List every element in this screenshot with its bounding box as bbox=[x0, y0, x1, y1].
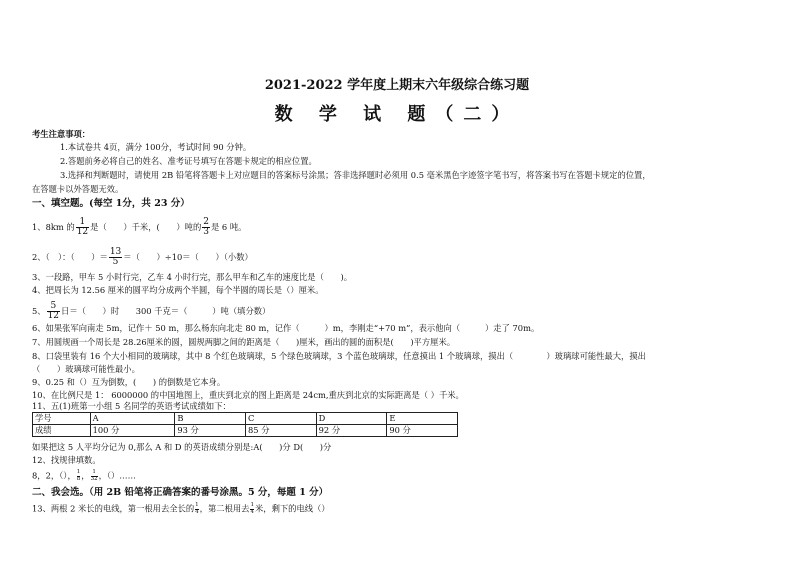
question-6: 6、如果张军向南走 5m，记作＋ 50 m，那么杨东向北走 80 m，记作（ ）m，李刚走“+70 m”，表示他向（ ）走了 70m。 bbox=[32, 323, 540, 333]
question-8: 8、口袋里装有 16 个大小相同的玻璃球，其中 8 个红色玻璃球，5 个绿色玻璃球，3 个蓝色玻璃球，任意摸出 1 个玻璃球，摸出（ ）玻璃球可能性最大，摸出 bbox=[32, 351, 646, 361]
q5-fraction: $\frac{5}{12}$ bbox=[47, 301, 60, 321]
question-7: 7、用圆规画一个周长是 28.26厘米的圆，圆规两脚之间的距离是（ )厘米，画出的圆的面积是( )平方厘米。 bbox=[32, 337, 456, 347]
table-cell: 90 分 bbox=[387, 425, 458, 437]
q13-text-c: 米，剩下的电线（） bbox=[254, 503, 330, 514]
exam-subtitle: 数 学 试 题（二） bbox=[274, 104, 520, 125]
table-row bbox=[33, 425, 458, 437]
note-3: 3.选择和判断题时，请使用 2B 铅笔将答题卡上对应题目的答案标号涂黑；答非选择题时必须用 0.5 毫米黑色字迹签字笔书写，将答案书写在答题卡规定的位置， bbox=[60, 170, 651, 180]
q12-sep: ， bbox=[81, 470, 90, 481]
question-8-cont: （ ）玻璃球可能性最小。 bbox=[32, 364, 140, 374]
question-3: 3、一段路，甲车 5 小时行完，乙车 4 小时行完，那么甲车和乙车的速度比是（ )。 bbox=[32, 272, 353, 282]
table-cell: E bbox=[387, 413, 458, 425]
question-2 bbox=[32, 248, 253, 267]
table-cell: A bbox=[90, 413, 175, 425]
section-1-heading: 一、填空题。(每空 1分，共 23 分） bbox=[32, 198, 190, 209]
q12-text-a: 8，2，（）， bbox=[32, 470, 76, 481]
table-row bbox=[33, 413, 458, 425]
q1-text-c: 是 6 吨。 bbox=[210, 222, 247, 232]
question-13 bbox=[32, 503, 330, 515]
q1-fraction-a: $\frac{1}{12}$ bbox=[76, 217, 89, 237]
table-cell: B bbox=[175, 413, 246, 425]
table-cell: 100 分 bbox=[90, 425, 175, 437]
note-1: 1.本试卷共 4页，满分 100分，考试时间 90 分钟。 bbox=[60, 142, 252, 152]
table-cell: 85 分 bbox=[246, 425, 317, 437]
note-2: 2.答题前务必将自己的姓名、准考证号填写在答题卡规定的相应位置。 bbox=[60, 156, 317, 166]
q13-fraction-1: $\frac{1}{4}$ bbox=[195, 502, 199, 515]
table-cell: 92 分 bbox=[316, 425, 387, 437]
question-4: 4、把周长为 12.56 厘米的圆平均分成两个半圆，每个半圆的周长是（）厘米。 bbox=[32, 285, 324, 295]
q2-text-b: ＝（ ）÷10＝（ ）（小数） bbox=[123, 252, 253, 262]
section-2-heading: 二、我会选。（用 2B 铅笔将正确答案的番号涂黑。5 分，每题 1 分） bbox=[32, 487, 329, 498]
question-9: 9、0.25 和（）互为倒数，( ) 的倒数是它本身。 bbox=[32, 377, 226, 387]
q2-text-a: 2、（ ）：（ ）＝ bbox=[32, 252, 108, 262]
question-1 bbox=[32, 218, 246, 237]
q13-text-b: ，第二根用去 bbox=[199, 503, 250, 514]
q1-text-a: 1、8km 的 bbox=[32, 222, 75, 232]
q12-text-b: ，（）…… bbox=[98, 470, 136, 481]
exam-title: 2021-2022 学年度上期末六年级综合练习题 bbox=[264, 78, 530, 93]
q13-text-a: 13、两根 2 米长的电线，第一根用去全长的 bbox=[32, 503, 195, 514]
q5-text-a: 5、 bbox=[32, 306, 46, 316]
question-12: 12、找规律填数。 bbox=[32, 455, 101, 465]
table-cell: 93 分 bbox=[175, 425, 246, 437]
question-11-b: 如果把这 5 人平均分记为 0,那么 A 和 D 的英语成绩分别是:A( )分 D( )分 bbox=[32, 442, 332, 452]
q12-fraction-1: $\frac{1}{8}$ bbox=[76, 469, 81, 482]
question-11: 11、五(1)班第一小组 5 名同学的英语考试成绩如下： bbox=[32, 401, 231, 411]
q13-fraction-2: $\frac{1}{4}$ bbox=[250, 502, 254, 515]
question-10: 10、在比例尺是 1： 6000000 的中国地图上，重庆到北京的图上距离是 24cm,重庆到北京的实际距离是（ ）千米。 bbox=[32, 390, 464, 400]
q1-text-b: 是（ ）千米，( ）吨的 bbox=[90, 222, 202, 232]
question-12-sequence bbox=[32, 470, 136, 482]
notes-heading: 考生注意事项： bbox=[32, 129, 91, 139]
note-3-cont: 在答题卡以外答题无效。 bbox=[32, 184, 124, 194]
table-cell: D bbox=[316, 413, 387, 425]
table-cell: C bbox=[246, 413, 317, 425]
score-table bbox=[32, 412, 458, 437]
q12-fraction-2: $\frac{1}{32}$ bbox=[90, 469, 98, 482]
q1-fraction-b: $\frac{2}{3}$ bbox=[203, 217, 209, 237]
table-cell: 学号 bbox=[33, 413, 91, 425]
q2-fraction: $\frac{13}{5}$ bbox=[109, 247, 122, 267]
question-5 bbox=[32, 302, 270, 321]
q5-text-b: 日＝（ ）时 300 千克＝（ ）吨（填分数） bbox=[61, 306, 271, 316]
table-cell: 成绩 bbox=[33, 425, 91, 437]
